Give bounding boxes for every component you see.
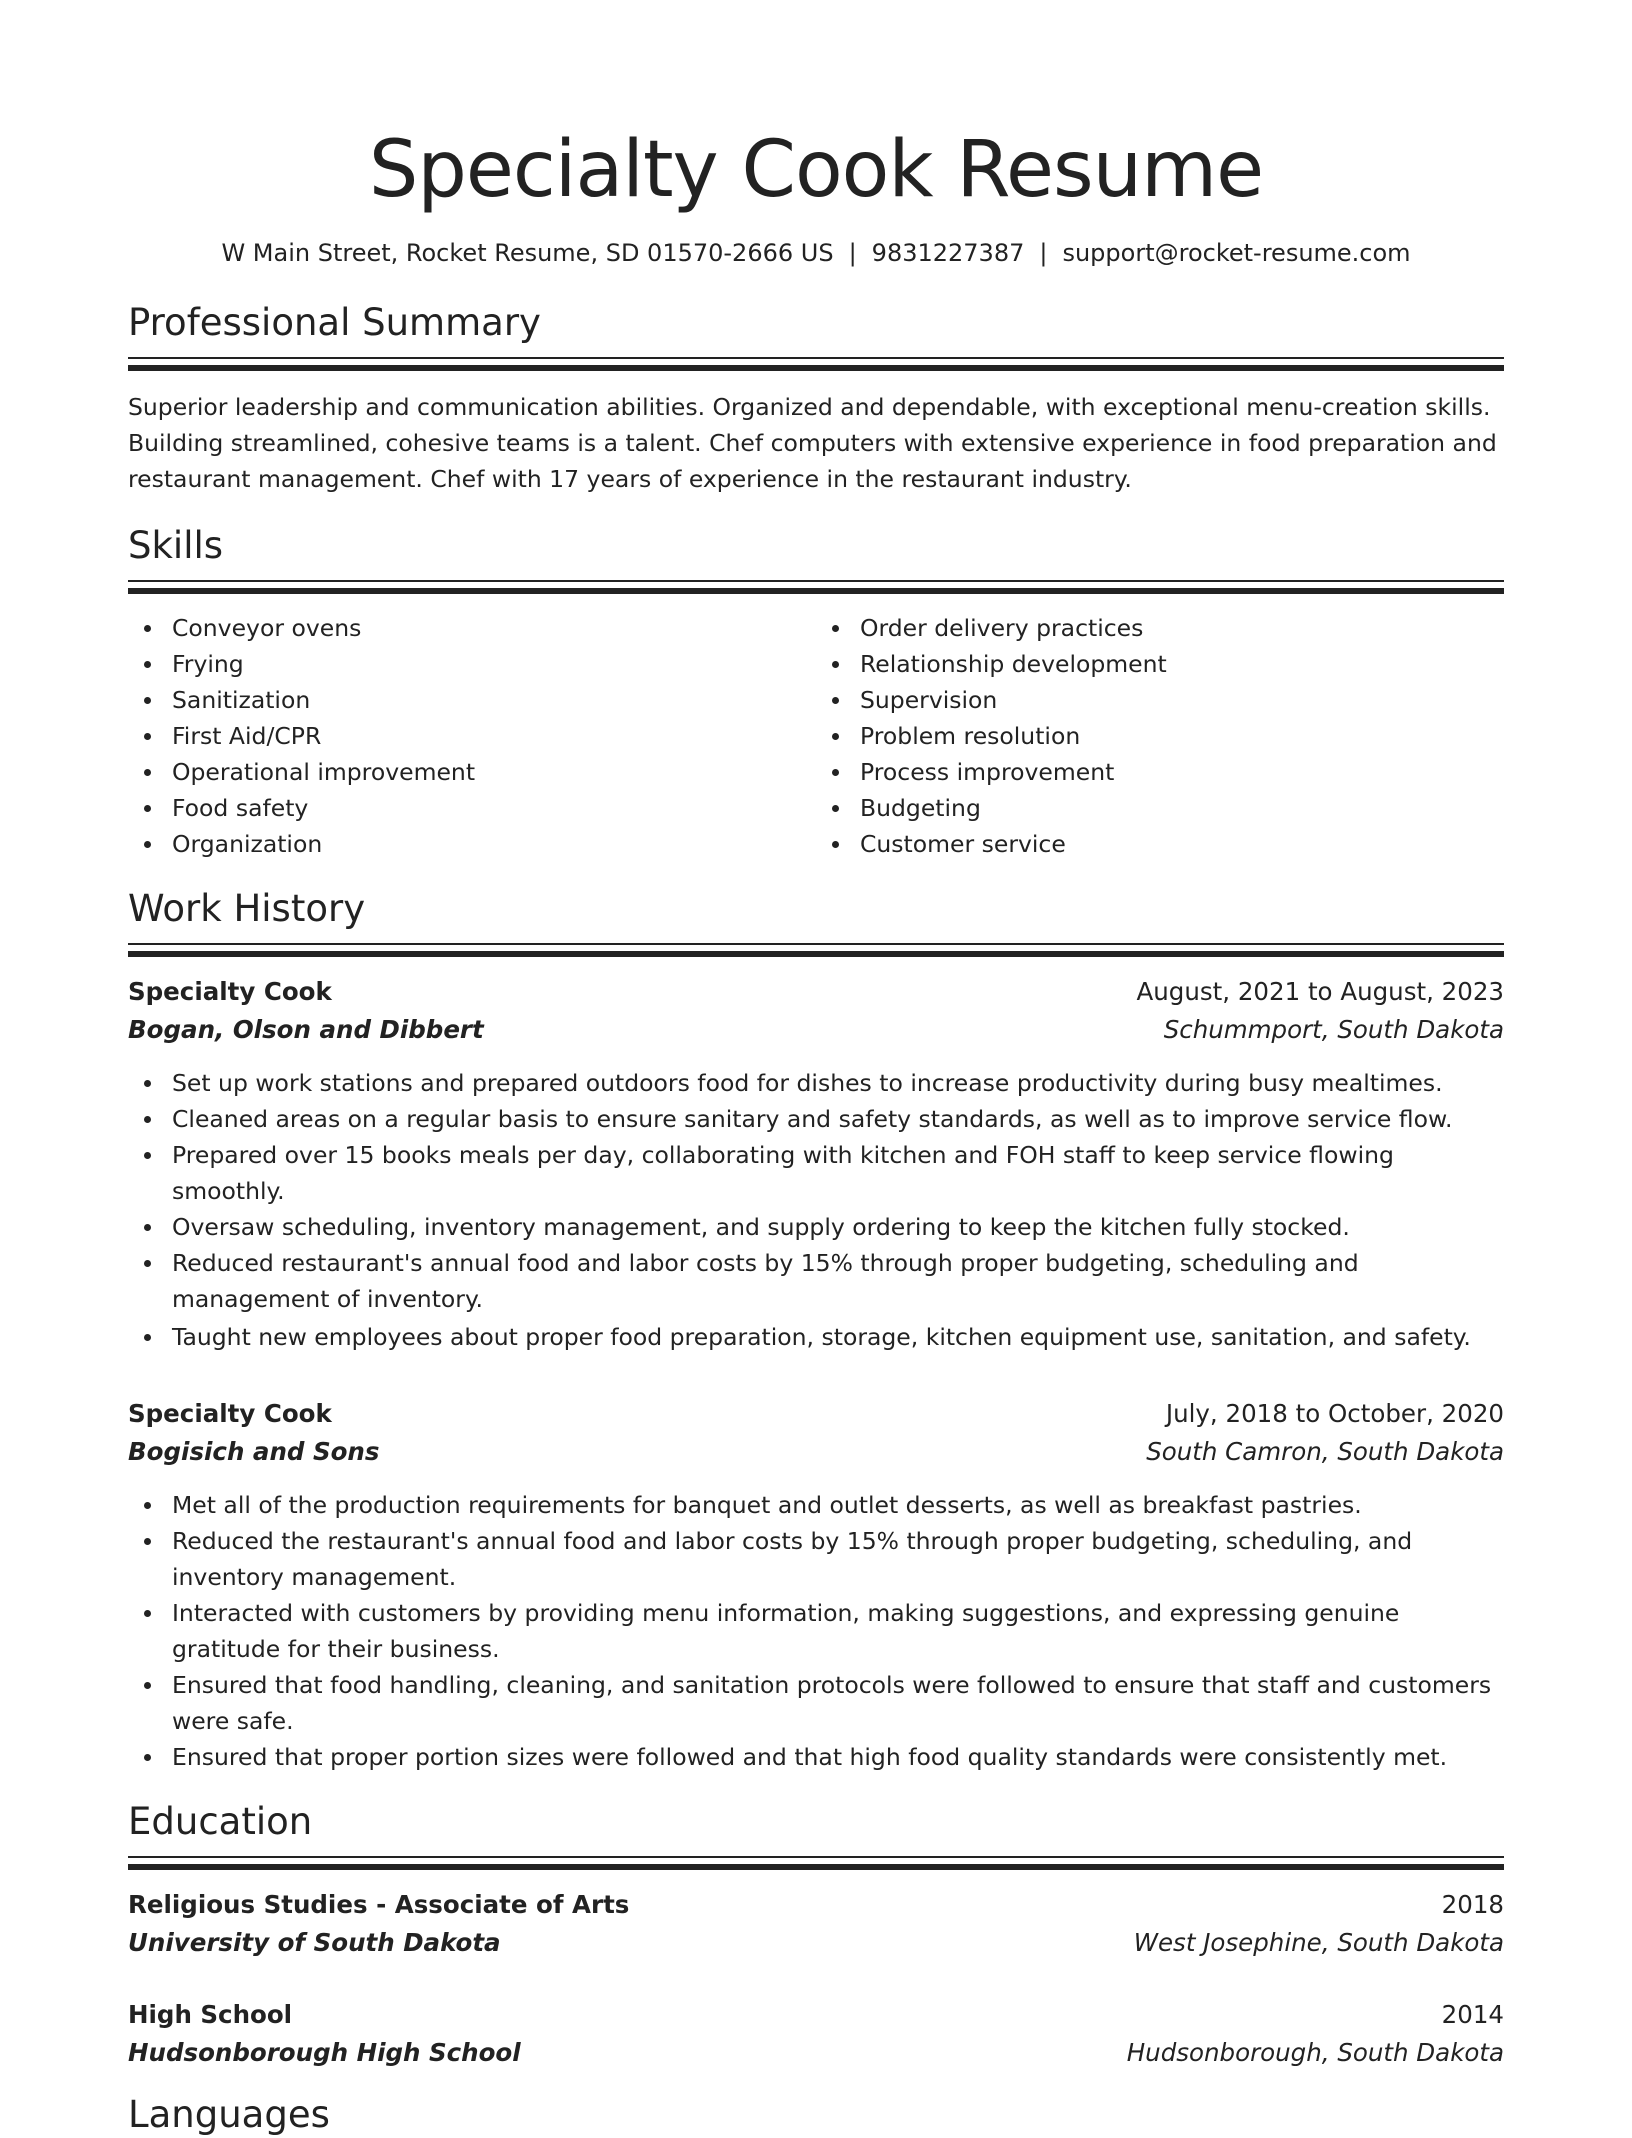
job-duty: Interacted with customers by providing menu information, making suggestions, and expressing genuine gratitude for their business.: [172, 1595, 1504, 1667]
education-degree: High School: [128, 2000, 293, 2029]
skill-item: Problem resolution: [860, 718, 1504, 754]
education-school: Hudsonborough High School: [128, 2038, 521, 2067]
contact-email: support@rocket-resume.com: [1062, 239, 1411, 267]
education-year: 2018: [1441, 1890, 1504, 1919]
skill-item: Process improvement: [860, 754, 1504, 790]
job-header: [128, 973, 1504, 1011]
job-subheader: [128, 1011, 1504, 1049]
job-duty: Cleaned areas on a regular basis to ensure sanitary and safety standards, as well as to improve service flow.: [172, 1101, 1504, 1137]
education-year: 2014: [1441, 2000, 1504, 2029]
contact-line: [128, 236, 1504, 270]
job-duty: Reduced the restaurant's annual food and labor costs by 15% through proper budgeting, scheduling, and inventory management.: [172, 1523, 1504, 1595]
job-location: Schummport, South Dakota: [1163, 1015, 1504, 1044]
job-entry: [128, 973, 1504, 1355]
job-duty: Set up work stations and prepared outdoors food for dishes to increase productivity during busy mealtimes.: [172, 1065, 1504, 1101]
languages-section: [128, 2092, 1504, 2138]
work-history-heading: Work History: [128, 887, 366, 930]
contact-separator: |: [1039, 239, 1048, 267]
job-header: [128, 1395, 1504, 1433]
skills-column-left: [128, 610, 816, 862]
education-subheader: [128, 1924, 1504, 1962]
summary-heading: Professional Summary: [128, 301, 541, 344]
section-divider: [128, 1856, 1504, 1870]
job-location: South Camron, South Dakota: [1146, 1437, 1504, 1466]
skill-item: Supervision: [860, 682, 1504, 718]
job-duty: Ensured that proper portion sizes were followed and that high food quality standards were consistently met.: [172, 1739, 1504, 1775]
work-history-section: [128, 886, 1504, 1775]
job-duty: Met all of the production requirements for banquet and outlet desserts, as well as breakfast pastries.: [172, 1487, 1504, 1523]
job-duty: Ensured that food handling, cleaning, and sanitation protocols were followed to ensure that staff and customers were safe.: [172, 1667, 1504, 1739]
skill-item: Sanitization: [172, 682, 816, 718]
job-dates: July, 2018 to October, 2020: [1165, 1399, 1504, 1428]
languages-heading: Languages: [128, 2093, 330, 2136]
education-subheader: [128, 2034, 1504, 2072]
job-company: Bogan, Olson and Dibbert: [128, 1015, 484, 1044]
skill-item: Food safety: [172, 790, 816, 826]
job-company: Bogisich and Sons: [128, 1437, 380, 1466]
education-location: Hudsonborough, South Dakota: [1126, 2038, 1504, 2067]
job-duty: Reduced restaurant's annual food and labor costs by 15% through proper budgeting, scheduling and management of inventory.: [172, 1245, 1504, 1317]
skill-item: Order delivery practices: [860, 610, 1504, 646]
summary-section: [128, 300, 1504, 497]
education-entry: [128, 1886, 1504, 1962]
education-header: [128, 1996, 1504, 2034]
job-duties: [128, 1065, 1504, 1355]
job-entry: [128, 1395, 1504, 1775]
resume-document: [128, 122, 1504, 2138]
job-duties: [128, 1487, 1504, 1775]
skills-heading: Skills: [128, 524, 224, 567]
job-duty: Oversaw scheduling, inventory management, and supply ordering to keep the kitchen fully stocked.: [172, 1209, 1504, 1245]
job-dates: August, 2021 to August, 2023: [1136, 977, 1504, 1006]
job-duty: Prepared over 15 books meals per day, collaborating with kitchen and FOH staff to keep service flowing smoothly.: [172, 1137, 1504, 1209]
education-school: University of South Dakota: [128, 1928, 501, 1957]
section-divider: [128, 357, 1504, 371]
contact-address: W Main Street, Rocket Resume, SD 01570-2666 US: [221, 239, 834, 267]
skill-item: Customer service: [860, 826, 1504, 862]
education-header: [128, 1886, 1504, 1924]
skills-section: [128, 523, 1504, 862]
education-section: [128, 1799, 1504, 2072]
contact-phone: 9831227387: [871, 239, 1025, 267]
resume-title: Specialty Cook Resume: [368, 125, 1264, 215]
job-subheader: [128, 1433, 1504, 1471]
skills-list: [128, 610, 1504, 862]
summary-text: Superior leadership and communication abilities. Organized and dependable, with exceptional menu-creation skills. Building streamlined, cohesive teams is a talent. Chef computers with extensive experience in food preparation and restaurant management. Chef with 17 years of experience in the restaurant industry.: [128, 393, 1497, 493]
education-entry: [128, 1996, 1504, 2072]
skill-item: Conveyor ovens: [172, 610, 816, 646]
skill-item: First Aid/CPR: [172, 718, 816, 754]
education-heading: Education: [128, 1800, 313, 1843]
education-location: West Josephine, South Dakota: [1133, 1928, 1504, 1957]
skill-item: Frying: [172, 646, 816, 682]
section-divider: [128, 580, 1504, 594]
contact-separator: |: [848, 239, 857, 267]
skill-item: Budgeting: [860, 790, 1504, 826]
skills-column-right: [816, 610, 1504, 862]
skill-item: Organization: [172, 826, 816, 862]
skill-item: Operational improvement: [172, 754, 816, 790]
education-degree: Religious Studies - Associate of Arts: [128, 1890, 630, 1919]
job-title: Specialty Cook: [128, 1399, 332, 1428]
job-duty: Taught new employees about proper food preparation, storage, kitchen equipment use, sanitation, and safety.: [172, 1319, 1504, 1355]
skill-item: Relationship development: [860, 646, 1504, 682]
job-title: Specialty Cook: [128, 977, 332, 1006]
section-divider: [128, 943, 1504, 957]
